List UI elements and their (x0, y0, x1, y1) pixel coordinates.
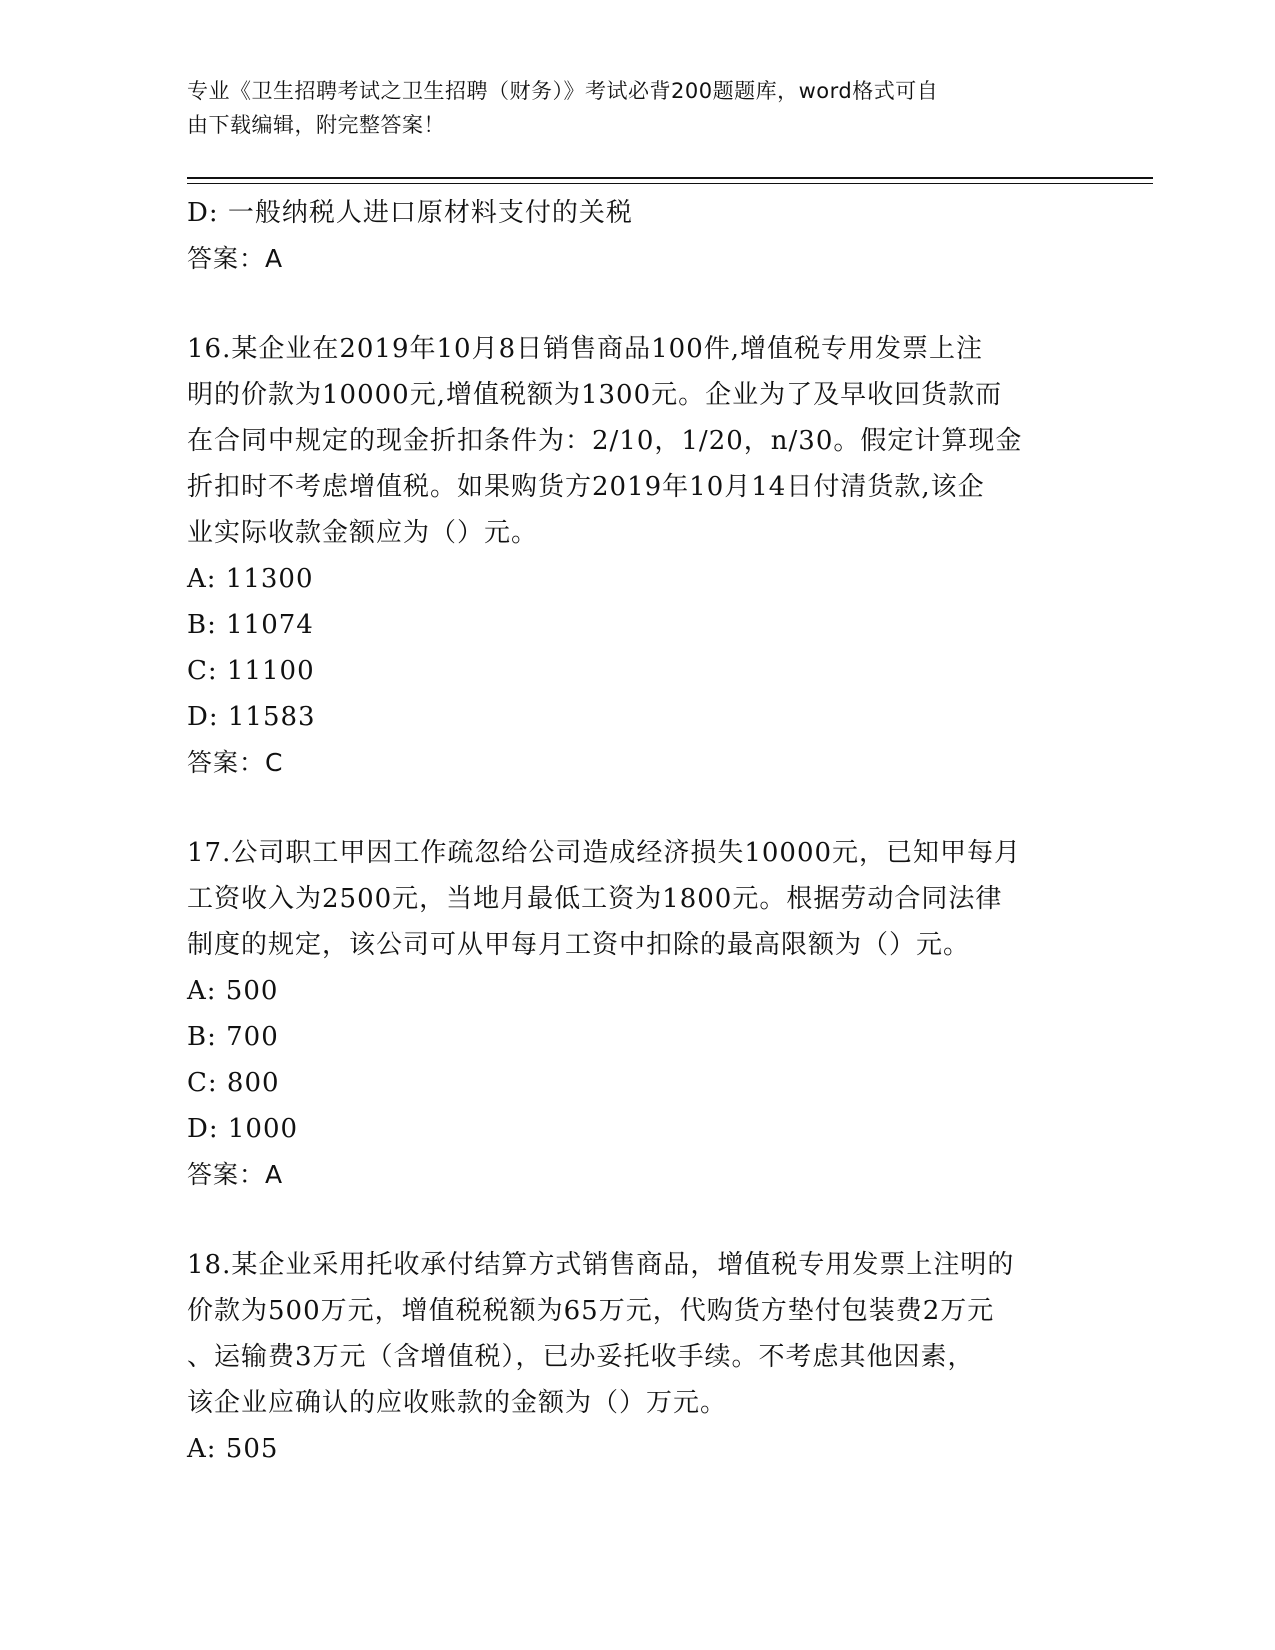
option-b: B: 11074 (187, 610, 314, 640)
question-stem-line: 17.公司职工甲因工作疏忽给公司造成经济损失10000元，已知甲每月 (187, 838, 1022, 868)
header-line-1: 专业《卫生招聘考试之卫生招聘（财务）》考试必背200题题库，word格式可自 (187, 79, 939, 103)
header-rule-thin (187, 183, 1153, 184)
question-stem-line: 、运输费3万元（含增值税），已办妥托收手续。不考虑其他因素， (187, 1342, 975, 1372)
option-a: A: 500 (187, 976, 279, 1006)
option-c: C: 800 (187, 1068, 280, 1098)
option-d: D: 1000 (187, 1114, 299, 1144)
question-stem-line: 在合同中规定的现金折扣条件为：2/10，1/20，n/30。假定计算现金 (187, 426, 1023, 456)
answer: 答案：C (187, 748, 284, 777)
option-a: A: 505 (187, 1434, 279, 1464)
header-line-2: 由下载编辑，附完整答案！ (187, 113, 445, 137)
question-18 (187, 1242, 1087, 1472)
option-c: C: 11100 (187, 656, 315, 686)
question-16 (187, 326, 1087, 786)
question-stem-line: 价款为500万元，增值税税额为65万元，代购货方垫付包装费2万元 (187, 1296, 995, 1326)
answer: 答案：A (187, 244, 284, 273)
question-stem-line: 业实际收款金额应为（）元。 (187, 518, 539, 548)
header-rule-thick (187, 177, 1153, 179)
document-header (187, 74, 1067, 142)
question-stem-line: 明的价款为10000元,增值税额为1300元。企业为了及早收回货款而 (187, 380, 1003, 410)
question-stem-line: 工资收入为2500元，当地月最低工资为1800元。根据劳动合同法律 (187, 884, 1003, 914)
question-stem-line: 16.某企业在2019年10月8日销售商品100件,增值税专用发票上注 (187, 334, 984, 364)
question-17 (187, 830, 1087, 1198)
option-b: B: 700 (187, 1022, 279, 1052)
option-d: D: 一般纳税人进口原材料支付的关税 (187, 198, 633, 228)
question-stem-line: 该企业应确认的应收账款的金额为（）万元。 (187, 1388, 728, 1418)
document-body (187, 190, 1087, 1472)
option-d: D: 11583 (187, 702, 316, 732)
question-stem-line: 制度的规定，该公司可从甲每月工资中扣除的最高限额为（）元。 (187, 930, 971, 960)
answer: 答案：A (187, 1160, 284, 1189)
question-stem-line: 折扣时不考虑增值税。如果购货方2019年10月14日付清货款,该企 (187, 472, 985, 502)
question-stem-line: 18.某企业采用托收承付结算方式销售商品，增值税专用发票上注明的 (187, 1250, 1015, 1280)
option-a: A: 11300 (187, 564, 314, 594)
